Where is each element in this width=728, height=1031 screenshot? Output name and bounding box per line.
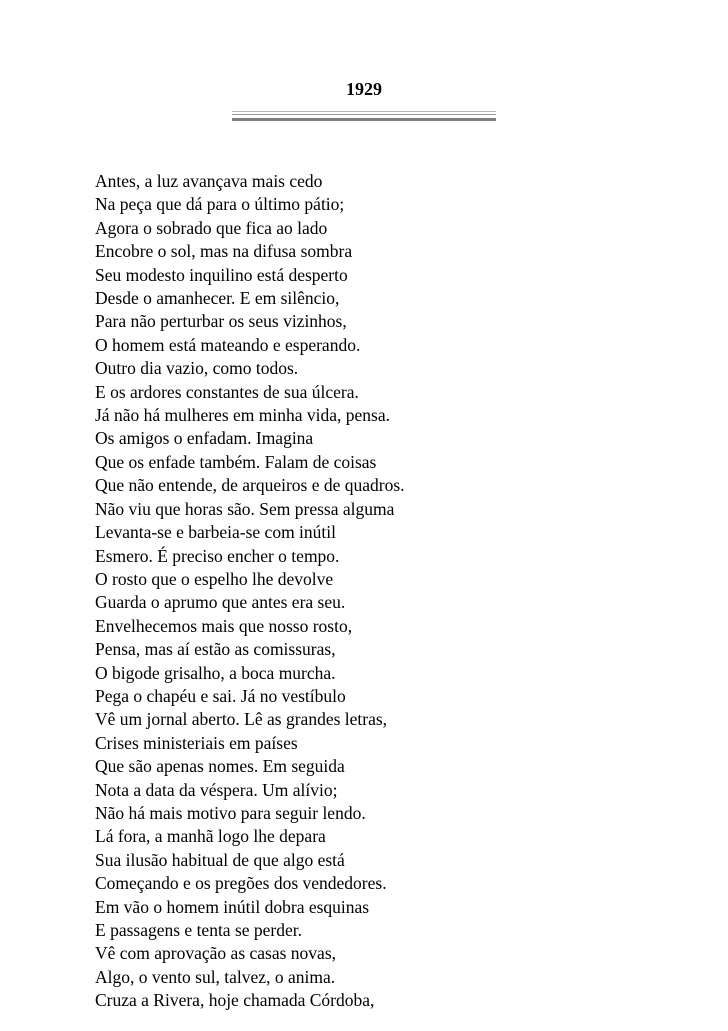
poem-line: Não há mais motivo para seguir lendo.: [95, 802, 366, 823]
poem-title: 1929: [346, 79, 382, 99]
poem-line: Lá fora, a manhã logo lhe depara: [95, 826, 326, 847]
poem-line: Encobre o sol, mas na difusa sombra: [95, 241, 353, 262]
poem-line: Desde o amanhecer. E em silêncio,: [95, 288, 340, 309]
poem-line: Na peça que dá para o último pátio;: [95, 194, 345, 215]
rule-line-thin-middle: [232, 114, 496, 115]
poem-line: Sua ilusão habitual de que algo está: [95, 849, 345, 870]
poem-line: Os amigos o enfadam. Imagina: [95, 428, 314, 449]
poem-line: Algo, o vento sul, talvez, o anima.: [95, 966, 336, 987]
poem-line: Pensa, mas aí estão as comissuras,: [95, 639, 336, 660]
poem-line: Em vão o homem inútil dobra esquinas: [95, 896, 370, 917]
poem-line: Começando e os pregões dos vendedores.: [95, 873, 387, 894]
rule-line-thin-top: [232, 111, 496, 112]
poem-line: Esmero. É preciso encher o tempo.: [95, 545, 340, 566]
title-rule: [232, 111, 496, 123]
poem-line: E passagens e tenta se perder.: [95, 920, 303, 940]
poem-line: Outro dia vazio, como todos.: [95, 358, 299, 379]
poem-line: Nota a data da véspera. Um alívio;: [95, 779, 338, 800]
poem-line: Pega o chapéu e sai. Já no vestíbulo: [95, 685, 346, 706]
poem-line: E os ardores constantes de sua úlcera.: [95, 381, 359, 402]
rule-line-thick: [232, 118, 496, 121]
poem-line: Agora o sobrado que fica ao lado: [95, 217, 328, 238]
poem-line: O rosto que o espelho lhe devolve: [95, 568, 334, 589]
poem-line: Já não há mulheres em minha vida, pensa.: [95, 405, 390, 426]
poem-line: Que os enfade também. Falam de coisas: [95, 451, 377, 472]
poem-line: Seu modesto inquilino está desperto: [95, 264, 348, 285]
poem-line: Não viu que horas são. Sem pressa alguma: [95, 498, 395, 519]
poem-body: [95, 170, 695, 1013]
poem-line: Cruza a Rivera, hoje chamada Córdoba,: [95, 990, 375, 1011]
poem-line: Vê um jornal aberto. Lê as grandes letras,: [95, 709, 388, 730]
poem-line: O bigode grisalho, a boca murcha.: [95, 662, 336, 683]
poem-line: Envelhecemos mais que nosso rosto,: [95, 615, 353, 636]
poem-line: Levanta-se e barbeia-se com inútil: [95, 522, 337, 543]
poem-line: Guarda o aprumo que antes era seu.: [95, 592, 346, 613]
poem-line: Que não entende, de arqueiros e de quadros.: [95, 475, 405, 496]
poem-line: O homem está mateando e esperando.: [95, 334, 361, 355]
poem-line: Para não perturbar os seus vizinhos,: [95, 311, 347, 332]
poem-line: Antes, a luz avançava mais cedo: [95, 171, 323, 191]
poem-line: Que são apenas nomes. Em seguida: [95, 756, 345, 777]
poem-line: Crises ministeriais em países: [95, 732, 298, 753]
poem-line: Vê com aprovação as casas novas,: [95, 943, 337, 964]
